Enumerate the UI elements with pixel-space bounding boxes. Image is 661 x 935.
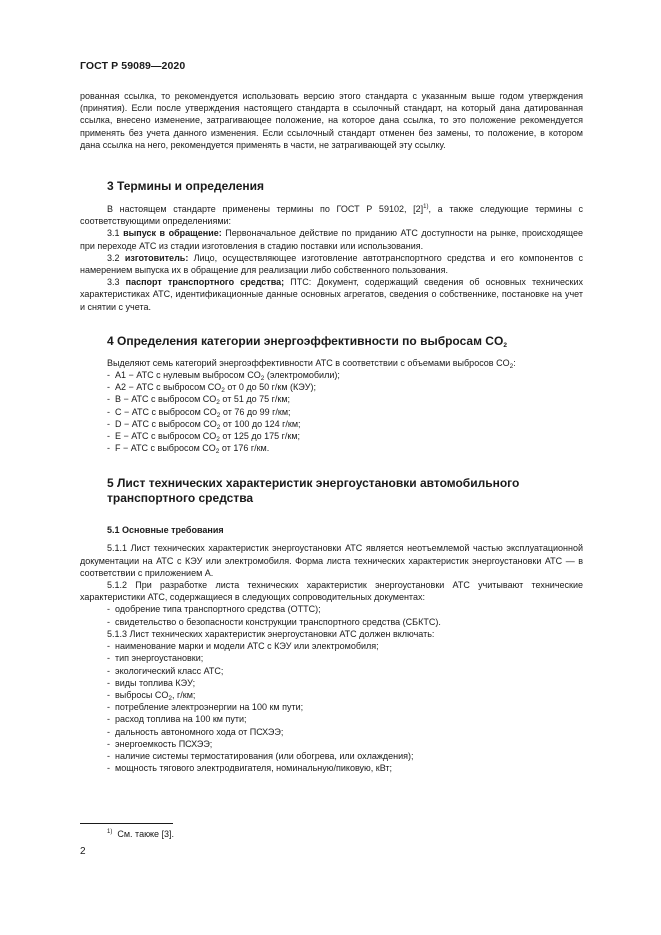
term-3-3: 3.3 паспорт транспортного средства; ПТС: Документ, содержащий сведения об основных технических характеристиках АТС, идентификационные данные основных агрегатов, сведения о собственнике, постановке на учет и снятии с учета. — [80, 277, 583, 312]
list-item: - мощность тягового электродвигателя, номинальную/пиковую, кВт; — [107, 762, 583, 774]
list-item: - дальность автономного хода от ПСХЭЭ; — [107, 726, 583, 738]
section-5-title: 5 Лист технических характеристик энергоустановки автомобильного транспортного средства — [107, 476, 520, 506]
paragraph-5-1-2: 5.1.2 При разработке листа технических характеристик энергоустановки АТС учитывают технические характеристики АТС, содержащиеся в следующих сопроводительных документах: — [80, 580, 583, 603]
section-4-lead: Выделяют семь категорий энергоэффективности АТС в соответствии с объемами выбросов $CO_2$: — [107, 357, 516, 370]
list-item: - тип энергоустановки; — [107, 652, 583, 664]
list-item: - А1 − АТС с нулевым выбросом $CO_2$ (электромобили); — [107, 369, 583, 381]
list-item: - выбросы $CO_2$, г/км; — [107, 689, 583, 701]
list-item: - энергоемкость ПСХЭЭ; — [107, 738, 583, 750]
term-3-2: 3.2 изготовитель: Лицо, осуществляющее изготовление автотранспортного средства и его компонентов с намерением выпуска их в обращение для реализации либо собственного пользования. — [80, 252, 583, 276]
list-item: - А2 − АТС с выбросом $CO_2$ от 0 до 50 г/км (КЭУ); — [107, 381, 583, 393]
section-3-lead: В настоящем стандарте применены термины по ГОСТ Р 59102, $[2]^{1)}$, а также следующие термины с соответствующими определениями: — [80, 204, 583, 227]
list-item: - наименование марки и модели АТС с КЭУ или электромобиля; — [107, 640, 583, 652]
list-item: - E − АТС с выбросом $CO_2$ от 125 до 175 г/км; — [107, 430, 583, 442]
footnote-separator — [80, 823, 173, 824]
document-header: ГОСТ Р 59089—2020 — [80, 60, 186, 72]
list-item: - одобрение типа транспортного средства (ОТТС); — [107, 603, 583, 615]
category-list — [80, 369, 583, 454]
footnote: $^{1)}$ См. также [3]. — [107, 829, 175, 839]
section-3-title: 3 Термины и определения — [107, 179, 265, 194]
document-body — [80, 90, 583, 774]
list-item: - расход топлива на 100 км пути; — [107, 713, 583, 725]
footnote-ref: 1) — [423, 204, 429, 211]
section-5 — [80, 476, 583, 774]
section-4-title: 4 Определения категории энергоэффективности по выбросам $CO_2$ — [107, 333, 507, 349]
documents-list — [80, 603, 583, 627]
paragraph-5-1-3: 5.1.3 Лист технических характеристик энергоустановки АТС должен включать: — [107, 628, 435, 639]
list-item: - экологический класс АТС; — [107, 665, 583, 677]
list-item: - D − АТС с выбросом $CO_2$ от 100 до 124 г/км; — [107, 418, 583, 430]
section-3 — [80, 179, 583, 313]
list-item: - C − АТС с выбросом $CO_2$ от 76 до 99 г/км; — [107, 406, 583, 418]
section-4 — [80, 334, 583, 455]
footnote-mark: 1) — [107, 829, 113, 835]
paragraph-5-1-1: 5.1.1 Лист технических характеристик энергоустановки АТС является неотъемлемой частью эксплуатационной документации на АТС с КЭУ или электромобиля. Форма листа технических характеристик энергоустановки АТС — в соответствии с приложением А. — [80, 543, 583, 578]
subsection-5-1-title: 5.1 Основные требования — [107, 525, 224, 536]
list-item: - F − АТС с выбросом $CO_2$ от 176 г/км. — [107, 442, 583, 454]
list-item: - потребление электроэнергии на 100 км пути; — [107, 701, 583, 713]
list-item: - виды топлива КЭУ; — [107, 677, 583, 689]
list-item: - наличие системы термостатирования (или обогрева, или охлаждения); — [107, 750, 583, 762]
list-item: - свидетельство о безопасности конструкции транспортного средства (СБКТС). — [107, 616, 583, 628]
contents-list — [80, 640, 583, 774]
term-3-1: 3.1 выпуск в обращение: Первоначальное действие по приданию АТС доступности на рынке, происходящее при переходе АТС из стадии изготовления в стадию поставки или использования. — [80, 228, 583, 251]
intro-paragraph: рованная ссылка, то рекомендуется использовать версию этого стандарта с указанным выше годом утверждения (принятия). Если после утверждения настоящего стандарта в ссылочный стандарт, на который дана датированная ссылка, внесено изменение, затрагивающее положение, на которое дана ссылка, то это положение рекомендуется применять без учета данного изменения. Если ссылочный стандарт отменен без замены, то положение, в котором дана ссылка на него, рекомендуется применять в части, не затрагивающей эту ссылку. — [80, 91, 583, 150]
page-number: 2 — [80, 846, 86, 857]
list-item: - B − АТС с выбросом $CO_2$ от 51 до 75 г/км; — [107, 393, 583, 405]
